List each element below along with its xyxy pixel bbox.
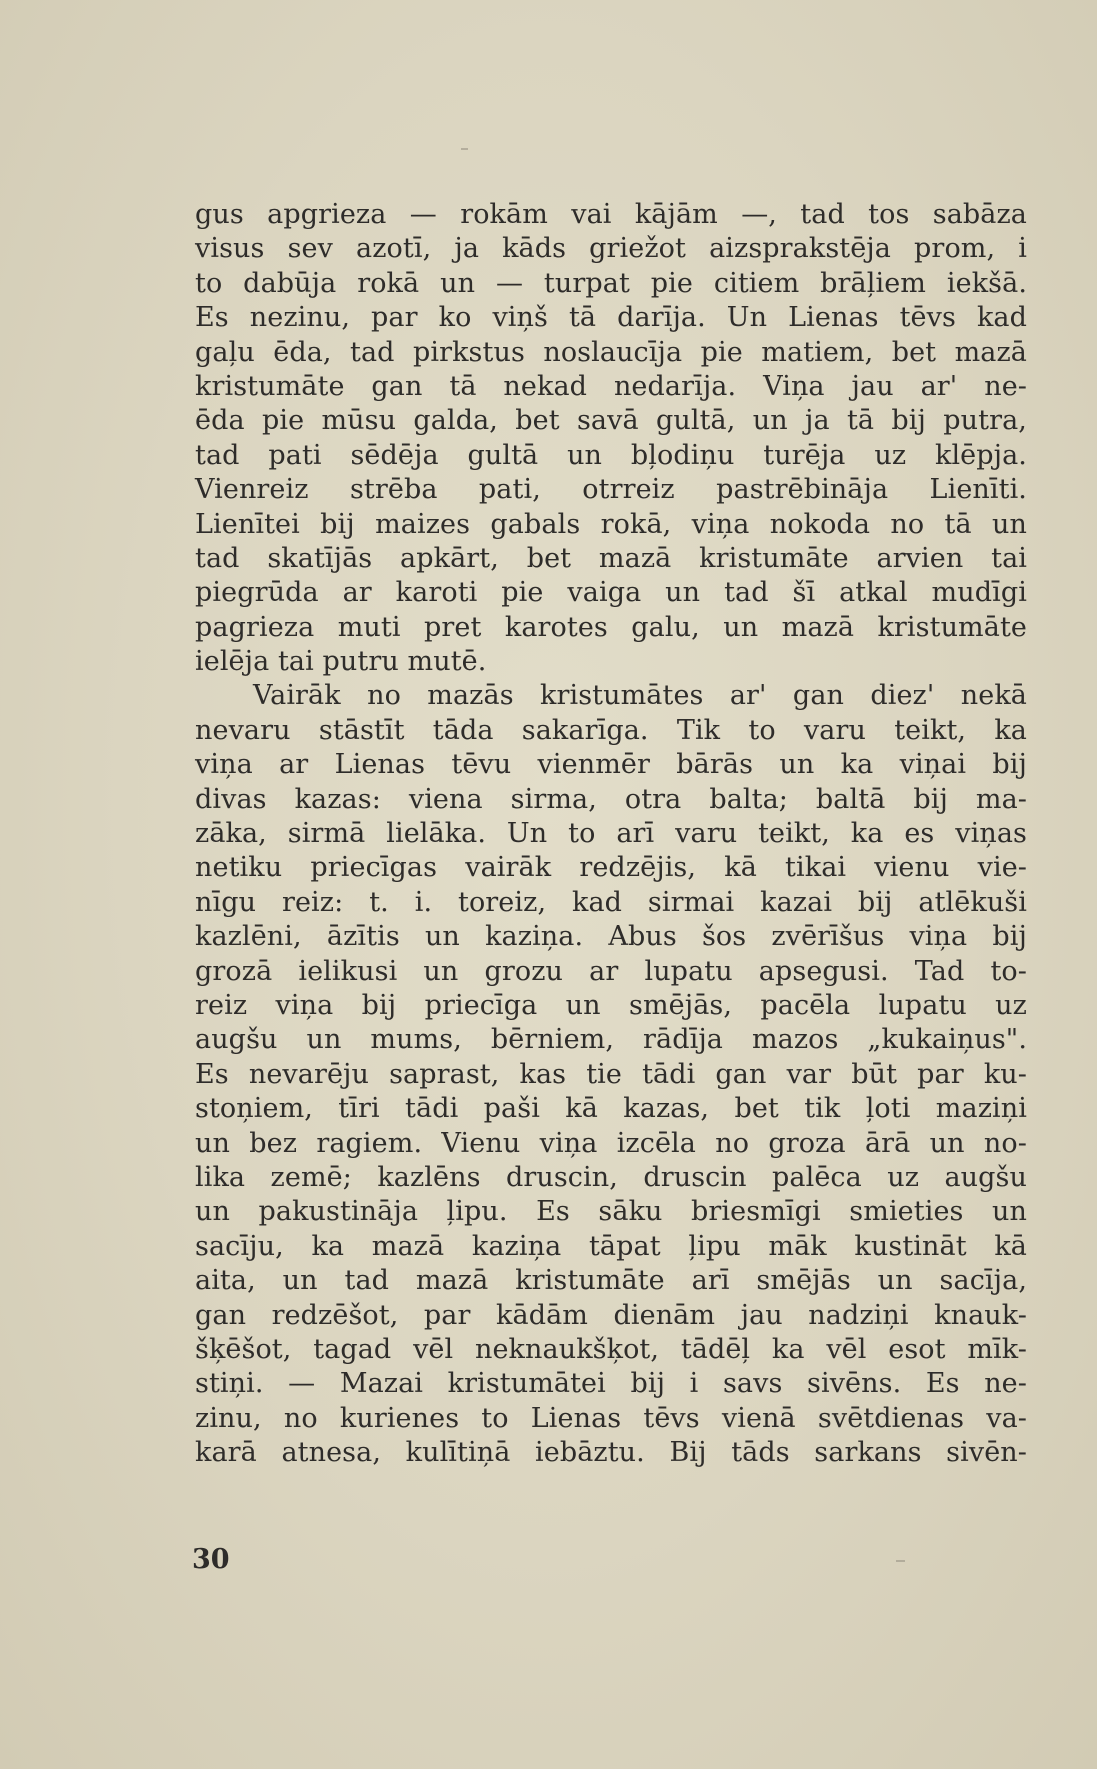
- text-line: Lienītei bij maizes gabals rokā, viņa nokoda no tā un: [195, 508, 1027, 540]
- text-line: gaļu ēda, tad pirkstus noslaucīja pie matiem, bet mazā: [195, 336, 1027, 368]
- body-text: [195, 198, 1027, 1470]
- text-line: aita, un tad mazā kristumāte arī smējās un sacīja,: [195, 1265, 1027, 1297]
- text-line: Es nezinu, par ko viņš tā darīja. Un Lienas tēvs kad: [195, 302, 1027, 334]
- text-line: nevaru stāstīt tāda sakarīga. Tik to varu teikt, ka: [195, 714, 1027, 746]
- text-line: ēda pie mūsu galda, bet savā gultā, un ja tā bij putra,: [195, 405, 1027, 437]
- text-line: augšu un mums, bērniem, rādīja mazos „kukaiņus".: [195, 1024, 1027, 1056]
- text-line: reiz viņa bij priecīga un smējās, pacēla lupatu uz: [195, 989, 1027, 1021]
- text-line: netiku priecīgas vairāk redzējis, kā tikai vienu vie-: [195, 852, 1027, 884]
- text-line: pagrieza muti pret karotes galu, un mazā kristumāte: [195, 611, 1027, 643]
- page-number: 30: [192, 1544, 230, 1575]
- text-line: Vairāk no mazās kristumātes ar' gan diez' nekā: [253, 680, 1027, 712]
- text-line: tad pati sēdēja gultā un bļodiņu turēja uz klēpja.: [195, 439, 1027, 471]
- text-line: tad skatījās apkārt, bet mazā kristumāte arvien tai: [195, 542, 1027, 574]
- text-line: piegrūda ar karoti pie vaiga un tad šī atkal mudīgi: [195, 577, 1027, 609]
- text-line: nīgu reiz: t. i. toreiz, kad sirmai kazai bij atlēkuši: [195, 886, 1027, 918]
- text-line: kazlēni, āzītis un kaziņa. Abus šos zvērīšus viņa bij: [195, 921, 1027, 953]
- text-line: lika zemē; kazlēns druscin, druscin palēca uz augšu: [195, 1161, 1027, 1193]
- text-line: kristumāte gan tā nekad nedarīja. Viņa jau ar' ne-: [195, 370, 1027, 402]
- paper-speck: [461, 148, 468, 150]
- text-line: divas kazas: viena sirma, otra balta; baltā bij ma-: [195, 783, 1027, 815]
- text-line: Es nevarēju saprast, kas tie tādi gan var būt par ku-: [195, 1058, 1027, 1090]
- text-line: visus sev azotī, ja kāds griežot aizsprakstēja prom, i: [195, 233, 1027, 265]
- paper-speck: [896, 1560, 905, 1562]
- text-line: stoņiem, tīri tādi paši kā kazas, bet tik ļoti maziņi: [195, 1093, 1027, 1125]
- text-line: un bez ragiem. Vienu viņa izcēla no groza ārā un no-: [195, 1127, 1027, 1159]
- text-line: grozā ielikusi un grozu ar lupatu apsegusi. Tad to-: [195, 955, 1027, 987]
- text-line: šķēšot, tagad vēl neknaukšķot, tādēļ ka vēl esot mīk-: [195, 1333, 1027, 1365]
- text-line: Vienreiz strēba pati, otrreiz pastrēbināja Lienīti.: [195, 474, 1027, 506]
- text-line: sacīju, ka mazā kaziņa tāpat ļipu māk kustināt kā: [195, 1230, 1027, 1262]
- text-line: gan redzēšot, par kādām dienām jau nadziņi knauk-: [195, 1299, 1027, 1331]
- text-line: ielēja tai putru mutē.: [195, 646, 487, 678]
- text-line: viņa ar Lienas tēvu vienmēr bārās un ka viņai bij: [195, 749, 1027, 781]
- text-line: gus apgrieza — rokām vai kājām —, tad tos sabāza: [195, 199, 1027, 230]
- text-line: stiņi. — Mazai kristumātei bij i savs sivēns. Es ne-: [195, 1368, 1027, 1400]
- text-line: zinu, no kurienes to Lienas tēvs vienā svētdienas va-: [195, 1402, 1027, 1434]
- text-line: karā atnesa, kulītiņā iebāztu. Bij tāds sarkans sivēn-: [195, 1437, 1027, 1469]
- text-line: un pakustināja ļipu. Es sāku briesmīgi smieties un: [195, 1196, 1027, 1228]
- text-line: zāka, sirmā lielāka. Un to arī varu teikt, ka es viņas: [195, 818, 1027, 850]
- text-line: to dabūja rokā un — turpat pie citiem brāļiem iekšā.: [195, 267, 1027, 299]
